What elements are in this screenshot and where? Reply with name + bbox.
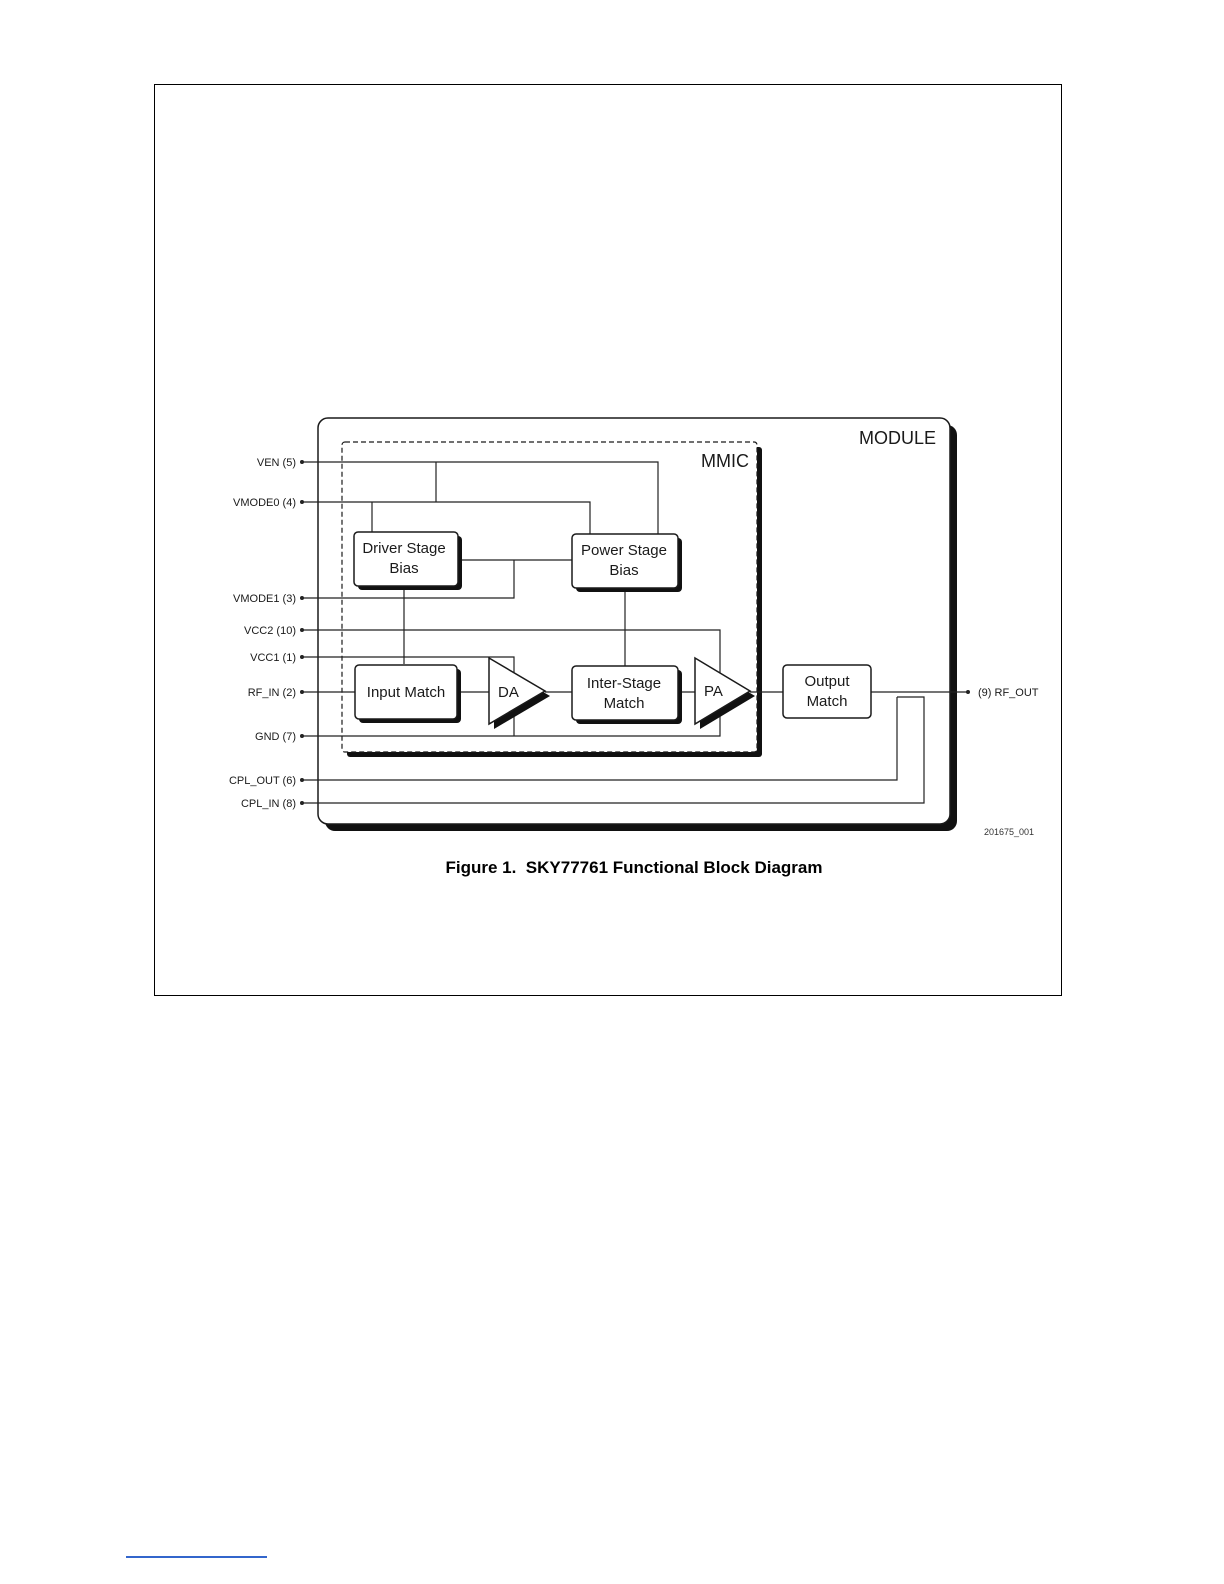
drawing-id: 201675_001 [983,827,1034,837]
driver-stage-bias-line2: Bias [389,560,419,577]
pin-cpl-out: CPL_OUT (6) [228,775,296,787]
pin-vcc2: VCC2 (10) [244,625,296,637]
pin-gnd: GND (7) [255,731,296,743]
inter-stage-match-line1: Inter-Stage [586,675,662,692]
pin-ven: VEN (5) [256,457,296,469]
footer-rule [126,1556,267,1558]
pin-cpl-in: CPL_IN (8) [240,798,296,810]
pa-label: PA [704,683,723,700]
output-match-line1: Output [804,673,850,690]
inter-stage-match-line2: Match [603,695,645,712]
pin-rf-in: RF_IN (2) [247,687,296,699]
pin-vcc1: VCC1 (1) [250,652,296,664]
figure-caption: Figure 1. SKY77761 Functional Block Diagram [445,858,823,877]
driver-stage-bias-line1: Driver Stage [362,540,446,557]
output-match-line2: Match [806,693,848,710]
da-label: DA [498,684,519,701]
module-label: MODULE [858,428,936,448]
input-match-label: Input Match [366,684,446,701]
pin-vmode1: VMODE1 (3) [233,593,296,605]
mmic-label: MMIC [701,451,749,471]
pin-vmode0: VMODE0 (4) [233,497,296,509]
power-stage-bias-line2: Bias [609,562,639,579]
power-stage-bias-line1: Power Stage [581,542,667,559]
pin-rf-out: (9) RF_OUT [978,687,1039,699]
